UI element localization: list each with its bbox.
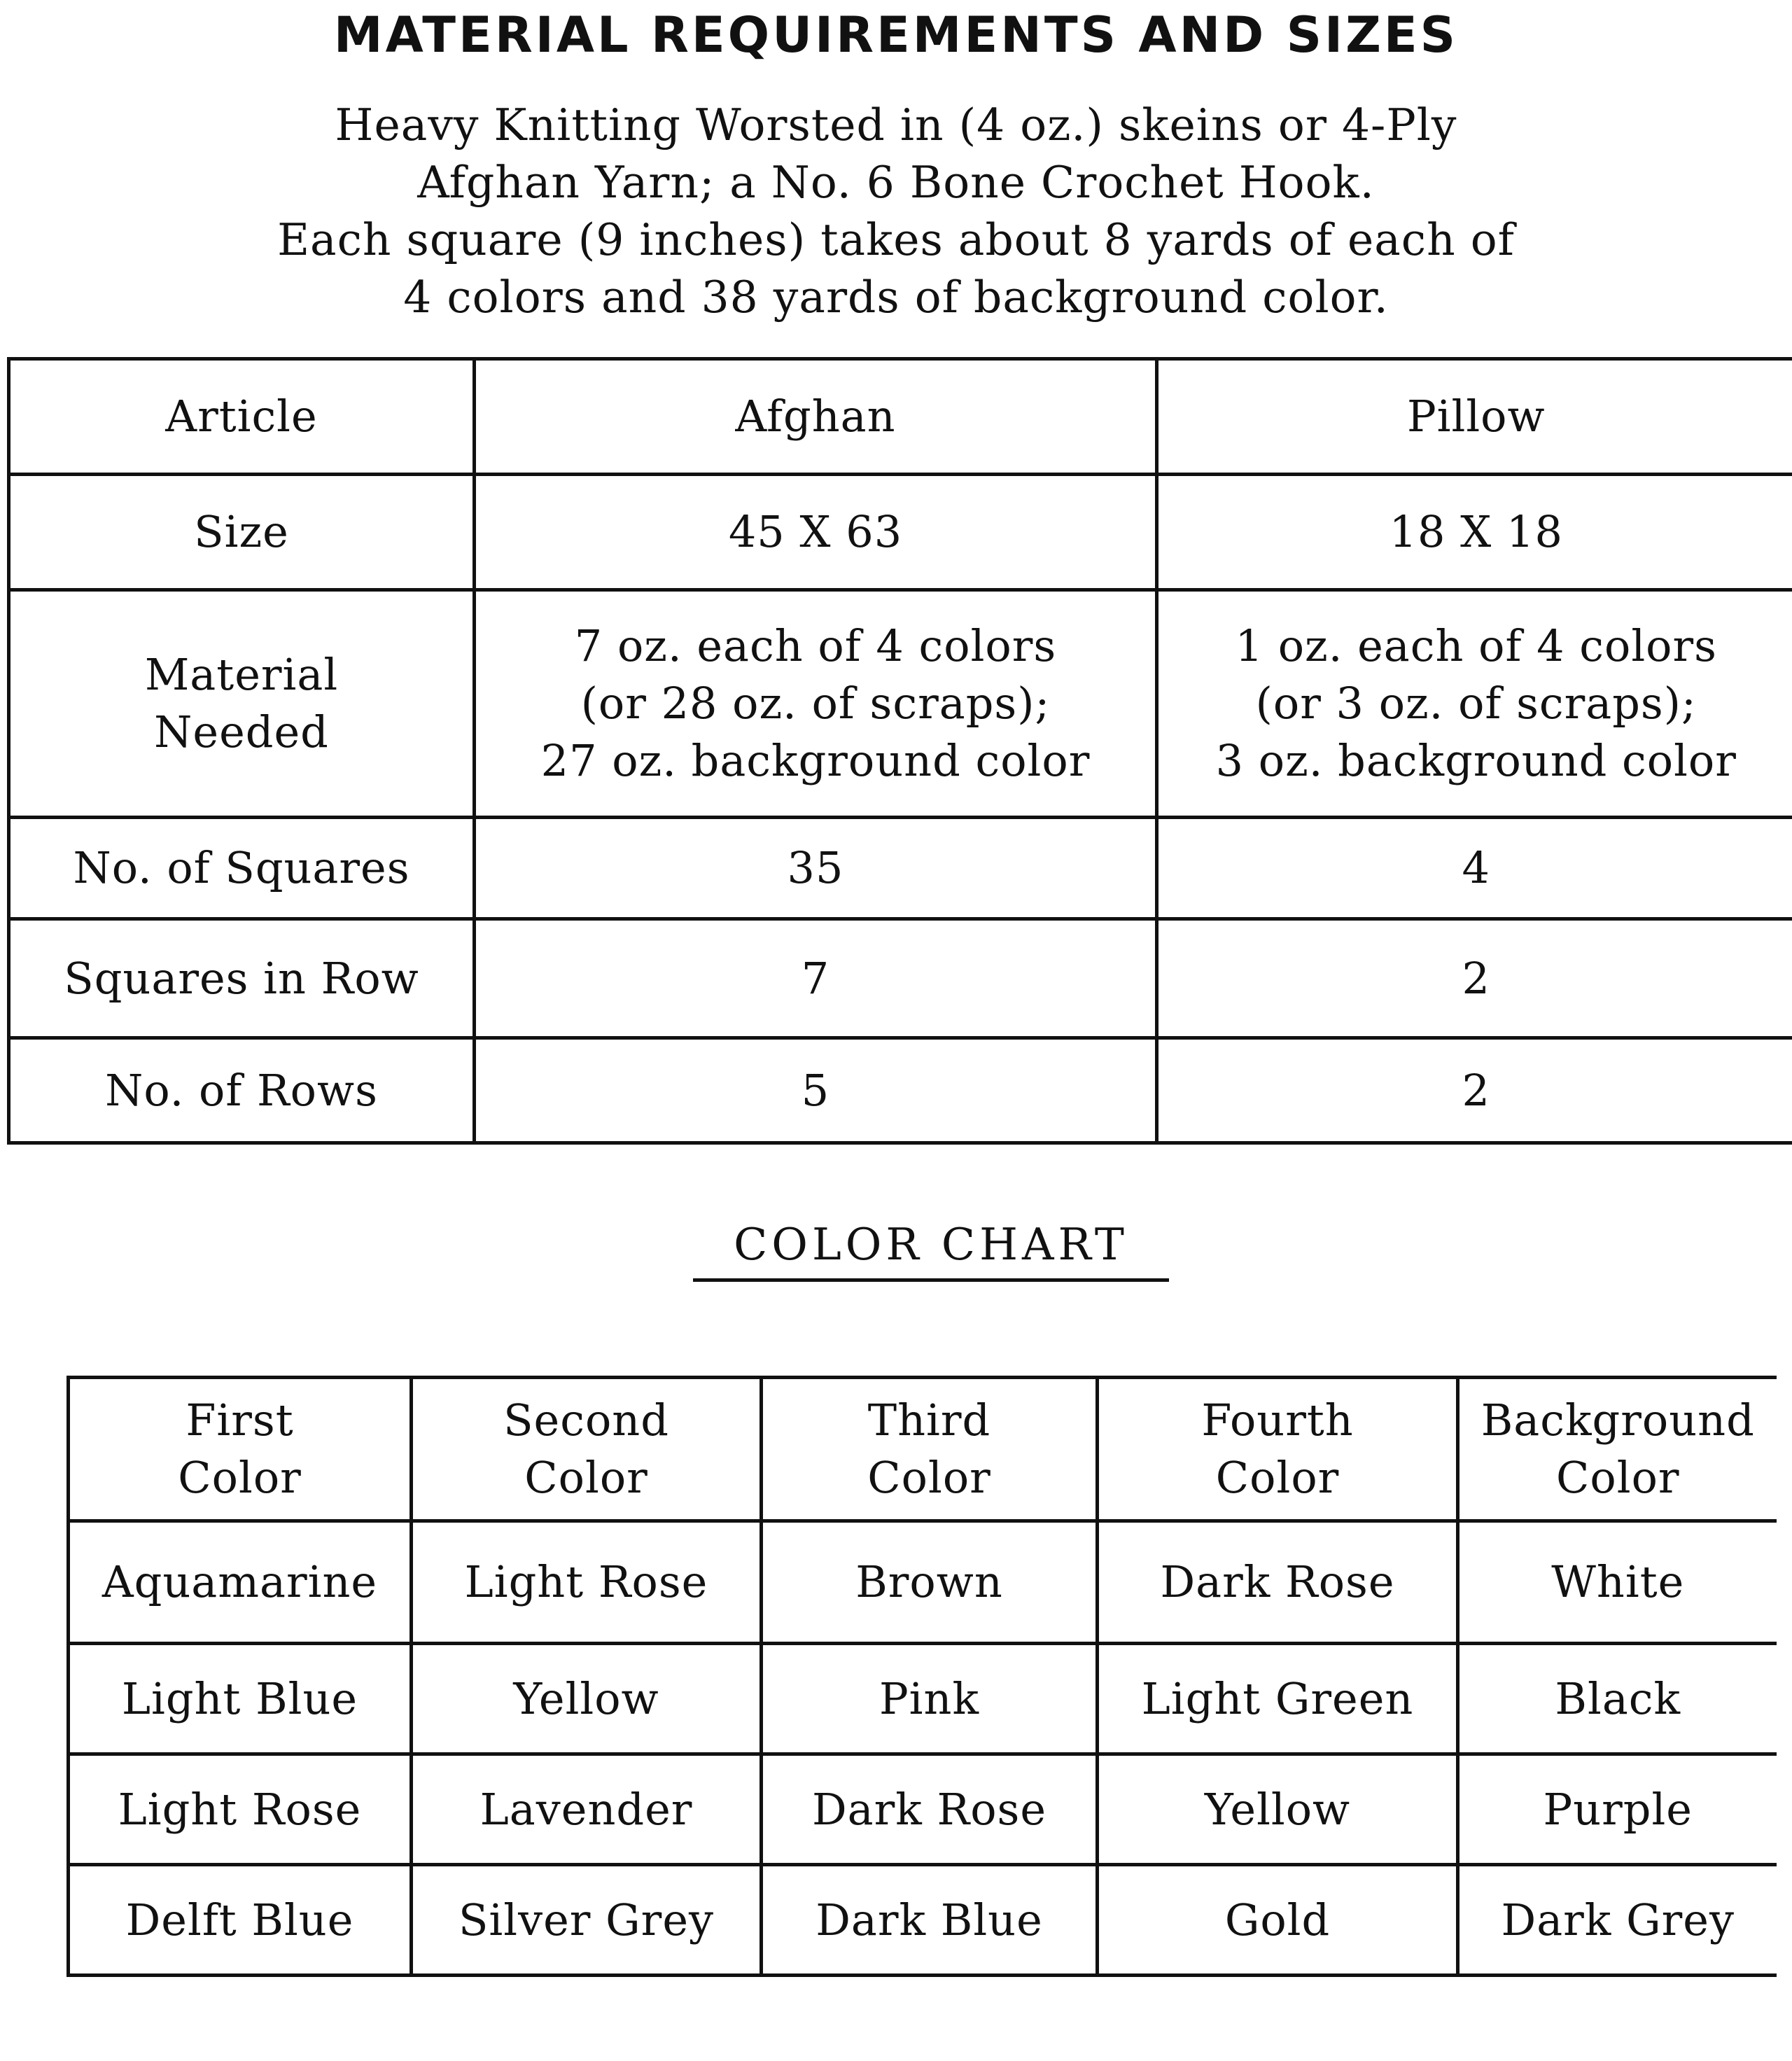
table-cell: Delft Blue xyxy=(69,1865,412,1976)
table-cell: Yellow xyxy=(412,1644,762,1754)
table-cell: Yellow xyxy=(1098,1754,1458,1865)
header-cell: Afghan xyxy=(475,359,1157,475)
table-cell: Pink xyxy=(762,1644,1098,1754)
row-label: No. of Squares xyxy=(9,818,475,919)
table-cell: 1 oz. each of 4 colors (or 3 oz. of scraps); 3 oz. background color xyxy=(1157,590,1792,818)
table-row xyxy=(69,1521,1777,1644)
table-row xyxy=(69,1754,1777,1865)
table-cell: Brown xyxy=(762,1521,1098,1644)
intro-line: Afghan Yarn; a No. 6 Bone Crochet Hook. xyxy=(417,157,1375,208)
table-cell: Light Rose xyxy=(412,1521,762,1644)
table-cell: 45 X 63 xyxy=(475,475,1157,590)
table-cell: White xyxy=(1458,1521,1777,1644)
table-cell: 4 xyxy=(1157,818,1792,919)
table-row xyxy=(9,919,1792,1038)
table-cell: Light Green xyxy=(1098,1644,1458,1754)
intro-text xyxy=(0,97,1792,326)
table-cell: Silver Grey xyxy=(412,1865,762,1976)
row-label: Squares in Row xyxy=(9,919,475,1038)
table-row xyxy=(69,1644,1777,1754)
table-row xyxy=(9,818,1792,919)
table-cell: 2 xyxy=(1157,919,1792,1038)
table-header-row xyxy=(69,1378,1777,1521)
table-cell: 5 xyxy=(475,1038,1157,1143)
header-cell: First Color xyxy=(69,1378,412,1521)
color-chart-table xyxy=(66,1376,1777,1977)
table-cell: 7 oz. each of 4 colors (or 28 oz. of scraps); 27 oz. background color xyxy=(475,590,1157,818)
table-cell: Gold xyxy=(1098,1865,1458,1976)
row-label: Size xyxy=(9,475,475,590)
table-row xyxy=(9,1038,1792,1143)
table-cell: Black xyxy=(1458,1644,1777,1754)
table-cell: Purple xyxy=(1458,1754,1777,1865)
table-cell: Light Rose xyxy=(69,1754,412,1865)
header-cell: Fourth Color xyxy=(1098,1378,1458,1521)
table-cell: Dark Rose xyxy=(1098,1521,1458,1644)
header-cell: Second Color xyxy=(412,1378,762,1521)
table-cell: Light Blue xyxy=(69,1644,412,1754)
page-title: MATERIAL REQUIREMENTS AND SIZES xyxy=(333,6,1459,64)
table-header-row xyxy=(9,359,1792,475)
header-cell: Background Color xyxy=(1458,1378,1777,1521)
row-label: No. of Rows xyxy=(9,1038,475,1143)
header-cell: Article xyxy=(9,359,475,475)
table-cell: 18 X 18 xyxy=(1157,475,1792,590)
row-label: Material Needed xyxy=(9,590,475,818)
table-cell: Dark Blue xyxy=(762,1865,1098,1976)
table-cell: 35 xyxy=(475,818,1157,919)
intro-line: Heavy Knitting Worsted in (4 oz.) skeins or 4-Ply xyxy=(335,99,1457,151)
table-cell: Dark Grey xyxy=(1458,1865,1777,1976)
table-cell: Lavender xyxy=(412,1754,762,1865)
table-row xyxy=(9,590,1792,818)
table-row xyxy=(69,1865,1777,1976)
table-cell: 7 xyxy=(475,919,1157,1038)
material-requirements-table xyxy=(7,357,1792,1145)
table-cell: Aquamarine xyxy=(69,1521,412,1644)
table-row xyxy=(9,475,1792,590)
header-cell: Pillow xyxy=(1157,359,1792,475)
table-cell: Dark Rose xyxy=(762,1754,1098,1865)
table-cell: 2 xyxy=(1157,1038,1792,1143)
color-chart-title: COLOR CHART xyxy=(693,1218,1169,1282)
intro-line: 4 colors and 38 yards of background color. xyxy=(403,272,1389,323)
intro-line: Each square (9 inches) takes about 8 yards of each of xyxy=(277,214,1515,265)
header-cell: Third Color xyxy=(762,1378,1098,1521)
